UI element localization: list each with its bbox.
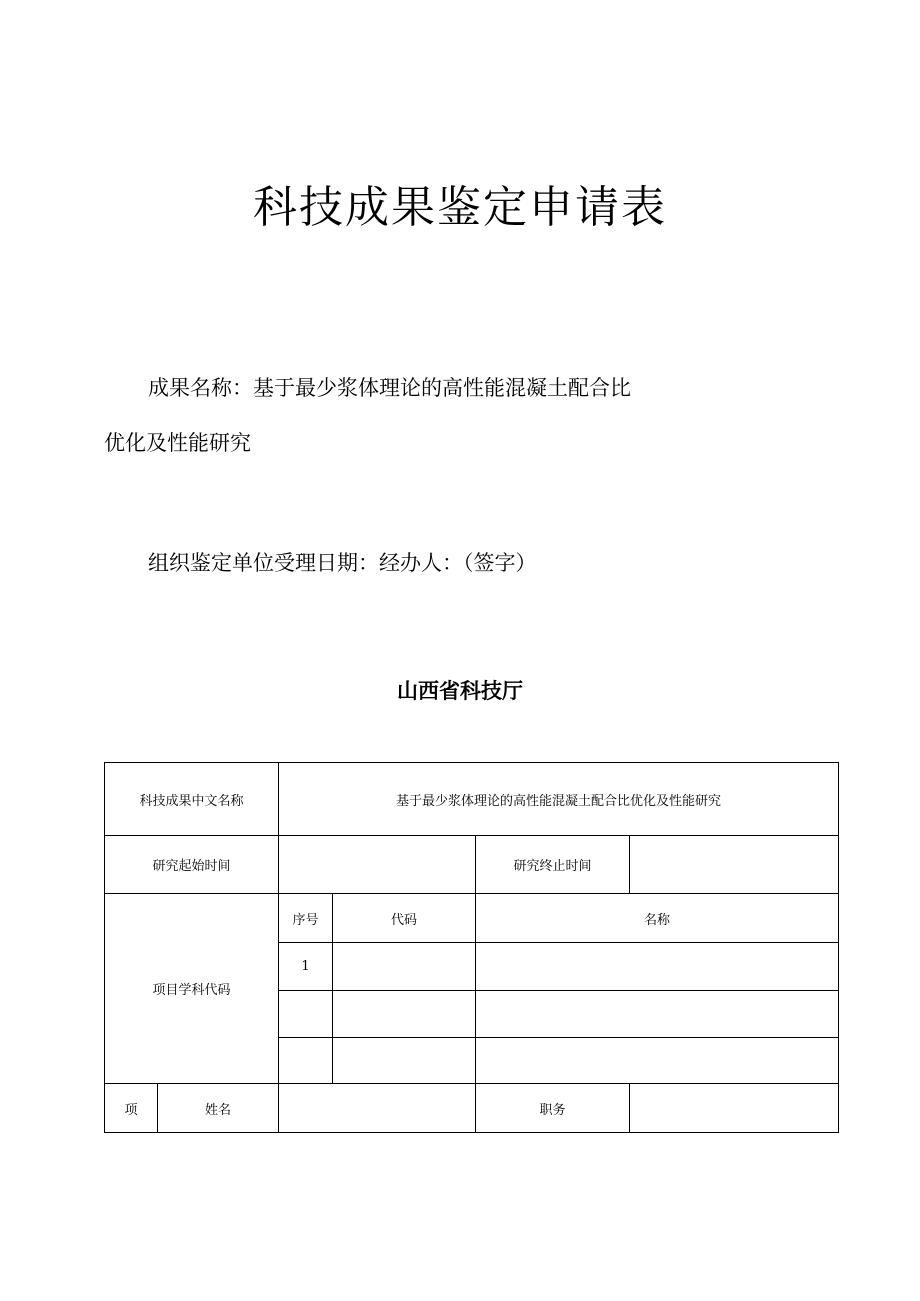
achievement-name-label: 科技成果中文名称 <box>105 763 279 836</box>
position-label: 职务 <box>476 1084 630 1133</box>
subject-name-cell[interactable] <box>476 991 839 1038</box>
project-group-label: 项 <box>105 1084 158 1133</box>
subject-seq-cell: 1 <box>279 943 333 991</box>
table-row <box>105 1084 839 1133</box>
subject-seq-header: 序号 <box>279 894 333 943</box>
end-time-label: 研究终止时间 <box>476 836 630 894</box>
issuing-authority: 山西省科技厅 <box>397 679 523 703</box>
table-row <box>105 763 839 836</box>
subject-code-cell[interactable] <box>333 943 476 991</box>
subject-name-cell[interactable] <box>476 1038 839 1084</box>
subject-seq-cell <box>279 1038 333 1084</box>
achievement-name-line-1: 成果名称：基于最少浆体理论的高性能混凝土配合比 <box>148 376 631 400</box>
subject-code-cell[interactable] <box>333 991 476 1038</box>
achievement-name-line-2: 优化及性能研究 <box>104 431 251 455</box>
person-name-label: 姓名 <box>158 1084 279 1133</box>
subject-code-label: 项目学科代码 <box>105 894 279 1084</box>
position-value[interactable] <box>630 1084 839 1133</box>
achievement-name-value[interactable]: 基于最少浆体理论的高性能混凝土配合比优化及性能研究 <box>279 763 839 836</box>
organizing-unit-line: 组织鉴定单位受理日期：经办人：（签字） <box>148 551 537 575</box>
subject-name-cell[interactable] <box>476 943 839 991</box>
start-time-label: 研究起始时间 <box>105 836 279 894</box>
table-row <box>105 836 839 894</box>
start-time-value[interactable] <box>279 836 476 894</box>
subject-code-header: 代码 <box>333 894 476 943</box>
document-title: 科技成果鉴定申请表 <box>253 182 667 233</box>
subject-code-cell[interactable] <box>333 1038 476 1084</box>
person-name-value[interactable] <box>279 1084 476 1133</box>
end-time-value[interactable] <box>630 836 839 894</box>
table-row <box>105 894 839 943</box>
application-table <box>104 762 839 1133</box>
subject-seq-cell <box>279 991 333 1038</box>
subject-name-header: 名称 <box>476 894 839 943</box>
